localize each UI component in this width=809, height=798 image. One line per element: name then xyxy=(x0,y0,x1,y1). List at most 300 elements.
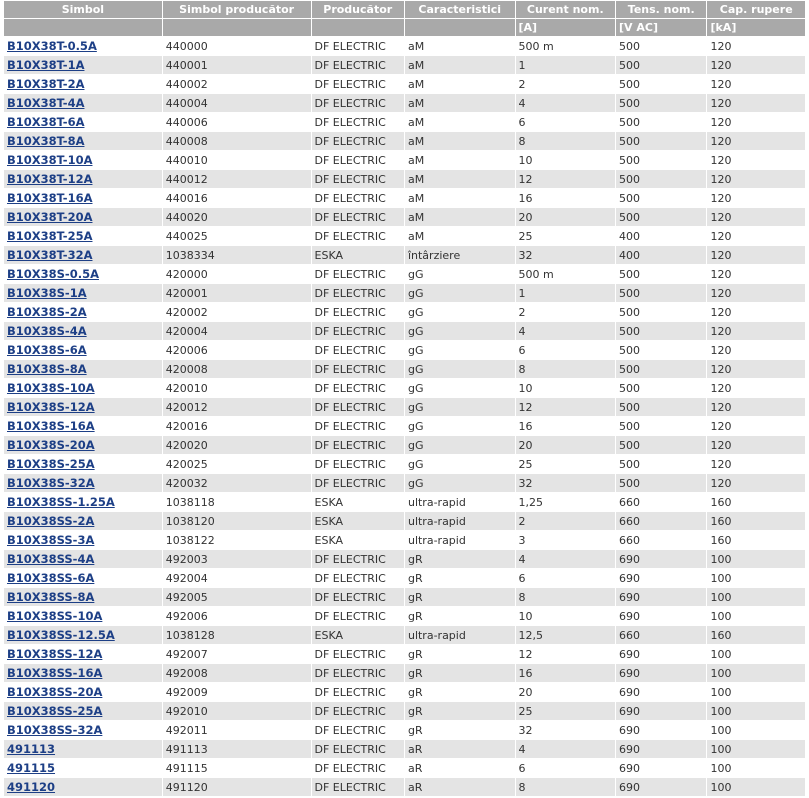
manufacturer-symbol-cell: 492009 xyxy=(163,683,311,701)
table-row xyxy=(4,37,805,55)
product-link[interactable]: B10X38SS-2A xyxy=(7,514,95,528)
unit-cell-voltage: [V AC] xyxy=(616,19,706,36)
rated-voltage-cell: 690 xyxy=(616,721,706,739)
rated-voltage-cell: 690 xyxy=(616,645,706,663)
rated-voltage-cell: 690 xyxy=(616,550,706,568)
symbol-cell xyxy=(4,341,162,359)
rated-voltage-cell: 500 xyxy=(616,56,706,74)
manufacturer-cell: DF ELECTRIC xyxy=(312,474,404,492)
rated-voltage-cell: 500 xyxy=(616,189,706,207)
product-link[interactable]: 491113 xyxy=(7,742,56,756)
product-link[interactable]: B10X38S-1A xyxy=(7,286,87,300)
characteristics-cell: gR xyxy=(405,702,515,720)
breaking-capacity-cell: 120 xyxy=(707,246,805,264)
breaking-capacity-cell: 120 xyxy=(707,322,805,340)
product-link[interactable]: B10X38T-6A xyxy=(7,115,85,129)
table-row xyxy=(4,721,805,739)
product-link[interactable]: B10X38S-0.5A xyxy=(7,267,99,281)
rated-current-cell: 8 xyxy=(516,360,616,378)
breaking-capacity-cell: 100 xyxy=(707,759,805,777)
manufacturer-cell: DF ELECTRIC xyxy=(312,588,404,606)
symbol-cell xyxy=(4,284,162,302)
rated-voltage-cell: 500 xyxy=(616,208,706,226)
manufacturer-symbol-cell: 420010 xyxy=(163,379,311,397)
rated-voltage-cell: 500 xyxy=(616,303,706,321)
manufacturer-symbol-cell: 440008 xyxy=(163,132,311,150)
rated-current-cell: 6 xyxy=(516,569,616,587)
product-link[interactable]: B10X38S-6A xyxy=(7,343,87,357)
breaking-capacity-cell: 120 xyxy=(707,341,805,359)
table-row xyxy=(4,740,805,758)
rated-voltage-cell: 500 xyxy=(616,322,706,340)
units-row xyxy=(4,19,805,36)
rated-voltage-cell: 500 xyxy=(616,265,706,283)
table-row xyxy=(4,284,805,302)
manufacturer-cell: ESKA xyxy=(312,626,404,644)
manufacturer-cell: DF ELECTRIC xyxy=(312,455,404,473)
rated-voltage-cell: 500 xyxy=(616,379,706,397)
characteristics-cell: aM xyxy=(405,37,515,55)
manufacturer-symbol-cell: 1038334 xyxy=(163,246,311,264)
product-link[interactable]: B10X38T-25A xyxy=(7,229,93,243)
symbol-cell xyxy=(4,417,162,435)
rated-current-cell: 12 xyxy=(516,170,616,188)
breaking-capacity-cell: 120 xyxy=(707,189,805,207)
breaking-capacity-cell: 120 xyxy=(707,75,805,93)
breaking-capacity-cell: 100 xyxy=(707,702,805,720)
product-link[interactable]: B10X38S-25A xyxy=(7,457,95,471)
unit-cell xyxy=(312,19,404,36)
product-link[interactable]: 491115 xyxy=(7,761,56,775)
rated-voltage-cell: 400 xyxy=(616,227,706,245)
breaking-capacity-cell: 100 xyxy=(707,588,805,606)
rated-current-cell: 1 xyxy=(516,284,616,302)
manufacturer-symbol-cell: 420001 xyxy=(163,284,311,302)
product-link[interactable]: B10X38T-0.5A xyxy=(7,39,97,53)
manufacturer-symbol-cell: 492010 xyxy=(163,702,311,720)
symbol-cell xyxy=(4,37,162,55)
manufacturer-cell: DF ELECTRIC xyxy=(312,341,404,359)
product-link[interactable]: B10X38T-10A xyxy=(7,153,93,167)
symbol-cell xyxy=(4,436,162,454)
breaking-capacity-cell: 120 xyxy=(707,436,805,454)
manufacturer-symbol-cell: 420025 xyxy=(163,455,311,473)
characteristics-cell: întârziere xyxy=(405,246,515,264)
table-row xyxy=(4,702,805,720)
product-link[interactable]: B10X38S-10A xyxy=(7,381,95,395)
characteristics-cell: aM xyxy=(405,151,515,169)
characteristics-cell: aM xyxy=(405,56,515,74)
characteristics-cell: gG xyxy=(405,284,515,302)
characteristics-cell: aR xyxy=(405,778,515,796)
symbol-cell xyxy=(4,189,162,207)
product-link[interactable]: 491120 xyxy=(7,780,56,794)
unit-cell xyxy=(4,19,162,36)
breaking-capacity-cell: 120 xyxy=(707,303,805,321)
table-row xyxy=(4,322,805,340)
manufacturer-symbol-cell: 492005 xyxy=(163,588,311,606)
manufacturer-symbol-cell: 492003 xyxy=(163,550,311,568)
rated-current-cell: 6 xyxy=(516,113,616,131)
characteristics-cell: aM xyxy=(405,132,515,150)
table-row xyxy=(4,531,805,549)
characteristics-cell: gG xyxy=(405,474,515,492)
table-row xyxy=(4,398,805,416)
symbol-cell xyxy=(4,132,162,150)
symbol-cell xyxy=(4,645,162,663)
rated-current-cell: 2 xyxy=(516,512,616,530)
manufacturer-symbol-cell: 1038118 xyxy=(163,493,311,511)
characteristics-cell: aM xyxy=(405,189,515,207)
product-link[interactable]: B10X38S-20A xyxy=(7,438,95,452)
characteristics-cell: aM xyxy=(405,227,515,245)
rated-voltage-cell: 690 xyxy=(616,683,706,701)
symbol-cell xyxy=(4,56,162,74)
manufacturer-cell: DF ELECTRIC xyxy=(312,37,404,55)
product-link[interactable]: B10X38SS-20A xyxy=(7,685,103,699)
rated-current-cell: 12,5 xyxy=(516,626,616,644)
rated-current-cell: 10 xyxy=(516,379,616,397)
rated-voltage-cell: 500 xyxy=(616,75,706,93)
symbol-cell xyxy=(4,227,162,245)
manufacturer-symbol-cell: 440010 xyxy=(163,151,311,169)
manufacturer-symbol-cell: 492008 xyxy=(163,664,311,682)
symbol-cell xyxy=(4,740,162,758)
rated-voltage-cell: 500 xyxy=(616,170,706,188)
breaking-capacity-cell: 120 xyxy=(707,398,805,416)
manufacturer-symbol-cell: 440002 xyxy=(163,75,311,93)
product-link[interactable]: B10X38S-8A xyxy=(7,362,87,376)
manufacturer-symbol-cell: 440016 xyxy=(163,189,311,207)
breaking-capacity-cell: 100 xyxy=(707,645,805,663)
col-header-symbol[interactable]: Simbol xyxy=(4,1,162,18)
breaking-capacity-cell: 100 xyxy=(707,550,805,568)
rated-current-cell: 8 xyxy=(516,588,616,606)
breaking-capacity-cell: 120 xyxy=(707,151,805,169)
col-header-rated-current[interactable]: Curent nom. xyxy=(516,1,616,18)
product-link[interactable]: B10X38SS-6A xyxy=(7,571,95,585)
manufacturer-symbol-cell: 491120 xyxy=(163,778,311,796)
product-link[interactable]: B10X38SS-4A xyxy=(7,552,95,566)
table-row xyxy=(4,227,805,245)
breaking-capacity-cell: 100 xyxy=(707,721,805,739)
symbol-cell xyxy=(4,778,162,796)
manufacturer-symbol-cell: 491113 xyxy=(163,740,311,758)
manufacturer-symbol-cell: 491115 xyxy=(163,759,311,777)
symbol-cell xyxy=(4,94,162,112)
manufacturer-symbol-cell: 420000 xyxy=(163,265,311,283)
symbol-cell xyxy=(4,360,162,378)
product-link[interactable]: B10X38SS-12.5A xyxy=(7,628,115,642)
rated-voltage-cell: 500 xyxy=(616,151,706,169)
product-link[interactable]: B10X38S-2A xyxy=(7,305,87,319)
breaking-capacity-cell: 100 xyxy=(707,569,805,587)
product-link[interactable]: B10X38SS-25A xyxy=(7,704,103,718)
manufacturer-cell: DF ELECTRIC xyxy=(312,151,404,169)
product-link[interactable]: B10X38S-12A xyxy=(7,400,95,414)
characteristics-cell: ultra-rapid xyxy=(405,531,515,549)
symbol-cell xyxy=(4,303,162,321)
characteristics-cell: gG xyxy=(405,360,515,378)
table-row xyxy=(4,208,805,226)
rated-voltage-cell: 400 xyxy=(616,246,706,264)
table-row xyxy=(4,303,805,321)
manufacturer-symbol-cell: 440020 xyxy=(163,208,311,226)
characteristics-cell: gG xyxy=(405,379,515,397)
symbol-cell xyxy=(4,265,162,283)
rated-voltage-cell: 660 xyxy=(616,512,706,530)
product-link[interactable]: B10X38SS-16A xyxy=(7,666,103,680)
rated-current-cell: 3 xyxy=(516,531,616,549)
manufacturer-cell: DF ELECTRIC xyxy=(312,113,404,131)
rated-voltage-cell: 690 xyxy=(616,778,706,796)
manufacturer-cell: DF ELECTRIC xyxy=(312,778,404,796)
product-link[interactable]: B10X38T-1A xyxy=(7,58,85,72)
manufacturer-cell: ESKA xyxy=(312,531,404,549)
product-link[interactable]: B10X38S-32A xyxy=(7,476,95,490)
characteristics-cell: gG xyxy=(405,436,515,454)
manufacturer-cell: DF ELECTRIC xyxy=(312,227,404,245)
product-link[interactable]: B10X38SS-10A xyxy=(7,609,103,623)
col-header-manufacturer-symbol[interactable]: Simbol producător xyxy=(163,1,311,18)
table-row xyxy=(4,436,805,454)
unit-cell xyxy=(405,19,515,36)
characteristics-cell: aM xyxy=(405,94,515,112)
characteristics-cell: aR xyxy=(405,759,515,777)
manufacturer-symbol-cell: 1038120 xyxy=(163,512,311,530)
breaking-capacity-cell: 120 xyxy=(707,227,805,245)
product-link[interactable]: B10X38S-4A xyxy=(7,324,87,338)
symbol-cell xyxy=(4,569,162,587)
manufacturer-cell: DF ELECTRIC xyxy=(312,645,404,663)
breaking-capacity-cell: 100 xyxy=(707,683,805,701)
breaking-capacity-cell: 120 xyxy=(707,474,805,492)
symbol-cell xyxy=(4,683,162,701)
rated-voltage-cell: 690 xyxy=(616,664,706,682)
manufacturer-cell: DF ELECTRIC xyxy=(312,417,404,435)
breaking-capacity-cell: 120 xyxy=(707,132,805,150)
rated-voltage-cell: 500 xyxy=(616,398,706,416)
product-link[interactable]: B10X38SS-3A xyxy=(7,533,95,547)
rated-current-cell: 32 xyxy=(516,474,616,492)
characteristics-cell: aM xyxy=(405,208,515,226)
table-row xyxy=(4,132,805,150)
manufacturer-cell: DF ELECTRIC xyxy=(312,379,404,397)
characteristics-cell: gG xyxy=(405,341,515,359)
table-row xyxy=(4,56,805,74)
manufacturer-cell: ESKA xyxy=(312,246,404,264)
symbol-cell xyxy=(4,208,162,226)
symbol-cell xyxy=(4,702,162,720)
manufacturer-cell: ESKA xyxy=(312,493,404,511)
rated-current-cell: 32 xyxy=(516,721,616,739)
rated-voltage-cell: 690 xyxy=(616,588,706,606)
product-link[interactable]: B10X38T-2A xyxy=(7,77,85,91)
col-header-breaking-capacity[interactable]: Cap. rupere xyxy=(707,1,805,18)
breaking-capacity-cell: 120 xyxy=(707,170,805,188)
table-row xyxy=(4,607,805,625)
rated-current-cell: 25 xyxy=(516,455,616,473)
symbol-cell xyxy=(4,113,162,131)
manufacturer-cell: DF ELECTRIC xyxy=(312,398,404,416)
product-link[interactable]: B10X38T-8A xyxy=(7,134,85,148)
breaking-capacity-cell: 100 xyxy=(707,740,805,758)
manufacturer-cell: DF ELECTRIC xyxy=(312,759,404,777)
rated-current-cell: 8 xyxy=(516,132,616,150)
rated-current-cell: 500 m xyxy=(516,37,616,55)
table-row xyxy=(4,341,805,359)
manufacturer-cell: DF ELECTRIC xyxy=(312,360,404,378)
symbol-cell xyxy=(4,455,162,473)
rated-current-cell: 1 xyxy=(516,56,616,74)
manufacturer-cell: DF ELECTRIC xyxy=(312,607,404,625)
symbol-cell xyxy=(4,512,162,530)
rated-voltage-cell: 690 xyxy=(616,569,706,587)
rated-current-cell: 8 xyxy=(516,778,616,796)
breaking-capacity-cell: 160 xyxy=(707,493,805,511)
manufacturer-cell: DF ELECTRIC xyxy=(312,740,404,758)
table-row xyxy=(4,246,805,264)
manufacturer-cell: DF ELECTRIC xyxy=(312,664,404,682)
product-link[interactable]: B10X38T-12A xyxy=(7,172,93,186)
rated-current-cell: 4 xyxy=(516,322,616,340)
rated-current-cell: 20 xyxy=(516,683,616,701)
rated-voltage-cell: 660 xyxy=(616,493,706,511)
characteristics-cell: gR xyxy=(405,588,515,606)
rated-voltage-cell: 690 xyxy=(616,702,706,720)
unit-cell-current: [A] xyxy=(516,19,616,36)
symbol-cell xyxy=(4,170,162,188)
rated-current-cell: 16 xyxy=(516,664,616,682)
table-row xyxy=(4,664,805,682)
header-row xyxy=(4,1,805,18)
characteristics-cell: aR xyxy=(405,740,515,758)
breaking-capacity-cell: 120 xyxy=(707,113,805,131)
product-link[interactable]: B10X38T-20A xyxy=(7,210,93,224)
characteristics-cell: gR xyxy=(405,645,515,663)
characteristics-cell: gG xyxy=(405,455,515,473)
symbol-cell xyxy=(4,626,162,644)
manufacturer-symbol-cell: 420008 xyxy=(163,360,311,378)
characteristics-cell: ultra-rapid xyxy=(405,626,515,644)
manufacturer-cell: DF ELECTRIC xyxy=(312,189,404,207)
symbol-cell xyxy=(4,664,162,682)
manufacturer-cell: DF ELECTRIC xyxy=(312,170,404,188)
rated-voltage-cell: 500 xyxy=(616,360,706,378)
manufacturer-cell: DF ELECTRIC xyxy=(312,303,404,321)
manufacturer-cell: DF ELECTRIC xyxy=(312,208,404,226)
product-link[interactable]: B10X38SS-12A xyxy=(7,647,103,661)
col-header-rated-voltage[interactable]: Tens. nom. xyxy=(616,1,706,18)
table-body xyxy=(4,37,805,796)
col-header-characteristics[interactable]: Caracteristici xyxy=(405,1,515,18)
table-row xyxy=(4,189,805,207)
rated-current-cell: 500 m xyxy=(516,265,616,283)
product-link[interactable]: B10X38T-4A xyxy=(7,96,85,110)
characteristics-cell: ultra-rapid xyxy=(405,493,515,511)
unit-cell-capacity: [kA] xyxy=(707,19,805,36)
manufacturer-symbol-cell: 492007 xyxy=(163,645,311,663)
manufacturer-symbol-cell: 420012 xyxy=(163,398,311,416)
rated-current-cell: 6 xyxy=(516,759,616,777)
breaking-capacity-cell: 160 xyxy=(707,626,805,644)
rated-voltage-cell: 500 xyxy=(616,132,706,150)
table-row xyxy=(4,474,805,492)
breaking-capacity-cell: 120 xyxy=(707,417,805,435)
rated-voltage-cell: 500 xyxy=(616,341,706,359)
rated-voltage-cell: 690 xyxy=(616,740,706,758)
rated-current-cell: 12 xyxy=(516,645,616,663)
manufacturer-symbol-cell: 420006 xyxy=(163,341,311,359)
symbol-cell xyxy=(4,550,162,568)
breaking-capacity-cell: 120 xyxy=(707,455,805,473)
rated-current-cell: 10 xyxy=(516,151,616,169)
product-link[interactable]: B10X38SS-1.25A xyxy=(7,495,115,509)
product-link[interactable]: B10X38T-32A xyxy=(7,248,93,262)
table-row xyxy=(4,113,805,131)
rated-current-cell: 1,25 xyxy=(516,493,616,511)
rated-voltage-cell: 660 xyxy=(616,531,706,549)
symbol-cell xyxy=(4,151,162,169)
breaking-capacity-cell: 100 xyxy=(707,607,805,625)
table-row xyxy=(4,626,805,644)
product-link[interactable]: B10X38SS-32A xyxy=(7,723,103,737)
manufacturer-cell: DF ELECTRIC xyxy=(312,56,404,74)
characteristics-cell: gG xyxy=(405,398,515,416)
manufacturer-symbol-cell: 1038122 xyxy=(163,531,311,549)
col-header-manufacturer[interactable]: Producător xyxy=(312,1,404,18)
manufacturer-symbol-cell: 420002 xyxy=(163,303,311,321)
symbol-cell xyxy=(4,531,162,549)
manufacturer-cell: DF ELECTRIC xyxy=(312,569,404,587)
product-link[interactable]: B10X38SS-8A xyxy=(7,590,95,604)
rated-voltage-cell: 690 xyxy=(616,759,706,777)
rated-current-cell: 16 xyxy=(516,417,616,435)
manufacturer-symbol-cell: 440012 xyxy=(163,170,311,188)
symbol-cell xyxy=(4,75,162,93)
product-link[interactable]: B10X38T-16A xyxy=(7,191,93,205)
table-row xyxy=(4,493,805,511)
rated-voltage-cell: 500 xyxy=(616,455,706,473)
manufacturer-symbol-cell: 492004 xyxy=(163,569,311,587)
symbol-cell xyxy=(4,246,162,264)
rated-current-cell: 4 xyxy=(516,740,616,758)
characteristics-cell: gR xyxy=(405,664,515,682)
manufacturer-cell: DF ELECTRIC xyxy=(312,550,404,568)
characteristics-cell: aM xyxy=(405,75,515,93)
symbol-cell xyxy=(4,759,162,777)
manufacturer-symbol-cell: 492006 xyxy=(163,607,311,625)
characteristics-cell: ultra-rapid xyxy=(405,512,515,530)
symbol-cell xyxy=(4,379,162,397)
manufacturer-symbol-cell: 440000 xyxy=(163,37,311,55)
symbol-cell xyxy=(4,474,162,492)
fuse-table xyxy=(3,0,806,797)
rated-voltage-cell: 500 xyxy=(616,436,706,454)
rated-current-cell: 12 xyxy=(516,398,616,416)
symbol-cell xyxy=(4,398,162,416)
manufacturer-cell: DF ELECTRIC xyxy=(312,683,404,701)
manufacturer-cell: DF ELECTRIC xyxy=(312,132,404,150)
manufacturer-cell: DF ELECTRIC xyxy=(312,721,404,739)
symbol-cell xyxy=(4,607,162,625)
characteristics-cell: gR xyxy=(405,550,515,568)
manufacturer-symbol-cell: 420016 xyxy=(163,417,311,435)
table-row xyxy=(4,265,805,283)
table-row xyxy=(4,759,805,777)
rated-current-cell: 32 xyxy=(516,246,616,264)
product-link[interactable]: B10X38S-16A xyxy=(7,419,95,433)
